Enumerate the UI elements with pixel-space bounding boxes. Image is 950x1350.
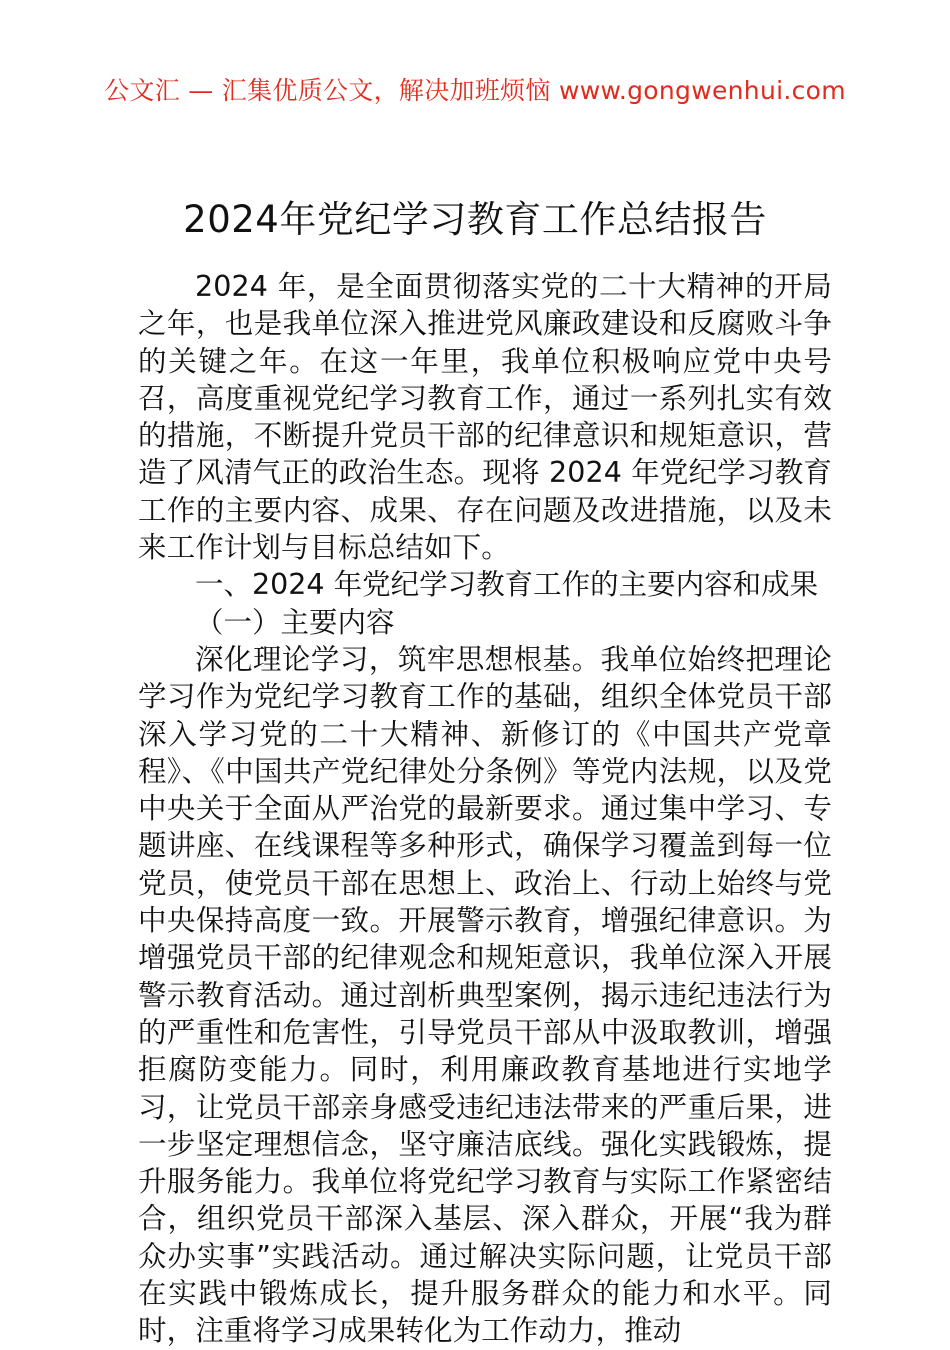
document-body xyxy=(138,268,832,1350)
promo-banner-text: 公文汇 — 汇集优质公文，解决加班烦恼 www.gongwenhui.com xyxy=(104,76,846,105)
section-heading-1: 一、2024 年党纪学习教育工作的主要内容和成果 xyxy=(195,568,819,602)
promo-banner xyxy=(0,74,950,108)
paragraph-main-content: 深化理论学习，筑牢思想根基。我单位始终把理论学习作为党纪学习教育工作的基础，组织全体党员干部深入学习党的二十大精神、新修订的《中国共产党章程》、《中国共产党纪律处分条例》等党内法规，以及党中央关于全面从严治党的最新要求。通过集中学习、专题讲座、在线课程等多种形式，确保学习覆盖到每一位党员，使党员干部在思想上、政治上、行动上始终与党中央保持高度一致。开展警示教育，增强纪律意识。为增强党员干部的纪律观念和规矩意识，我单位深入开展警示教育活动。通过剖析典型案例，揭示违纪违法行为的严重性和危害性，引导党员干部从中汲取教训，增强拒腐防变能力。同时，利用廉政教育基地进行实地学习，让党员干部亲身感受违纪违法带来的严重后果，进一步坚定理想信念，坚守廉洁底线。强化实践锻炼，提升服务能力。我单位将党纪学习教育与实际工作紧密结合，组织党员干部深入基层、深入群众，开展“我为群众办实事”实践活动。通过解决实际问题，让党员干部在实践中锻炼成长，提升服务群众的能力和水平。同时，注重将学习成果转化为工作动力，推动 xyxy=(138,642,832,1348)
subsection-heading-1: （一）主要内容 xyxy=(195,605,395,639)
document-title: 2024年党纪学习教育工作总结报告 xyxy=(183,197,767,241)
paragraph-intro: 2024 年，是全面贯彻落实党的二十大精神的开局之年，也是我单位深入推进党风廉政建设和反腐败斗争的关键之年。在这一年里，我单位积极响应党中央号召，高度重视党纪学习教育工作，通过一系列扎实有效的措施，不断提升党员干部的纪律意识和规矩意识，营造了风清气正的政治生态。现将 2024 年党纪学习教育工作的主要内容、成果、存在问题及改进措施，以及未来工作计划与目标总结如下。 xyxy=(138,270,832,565)
